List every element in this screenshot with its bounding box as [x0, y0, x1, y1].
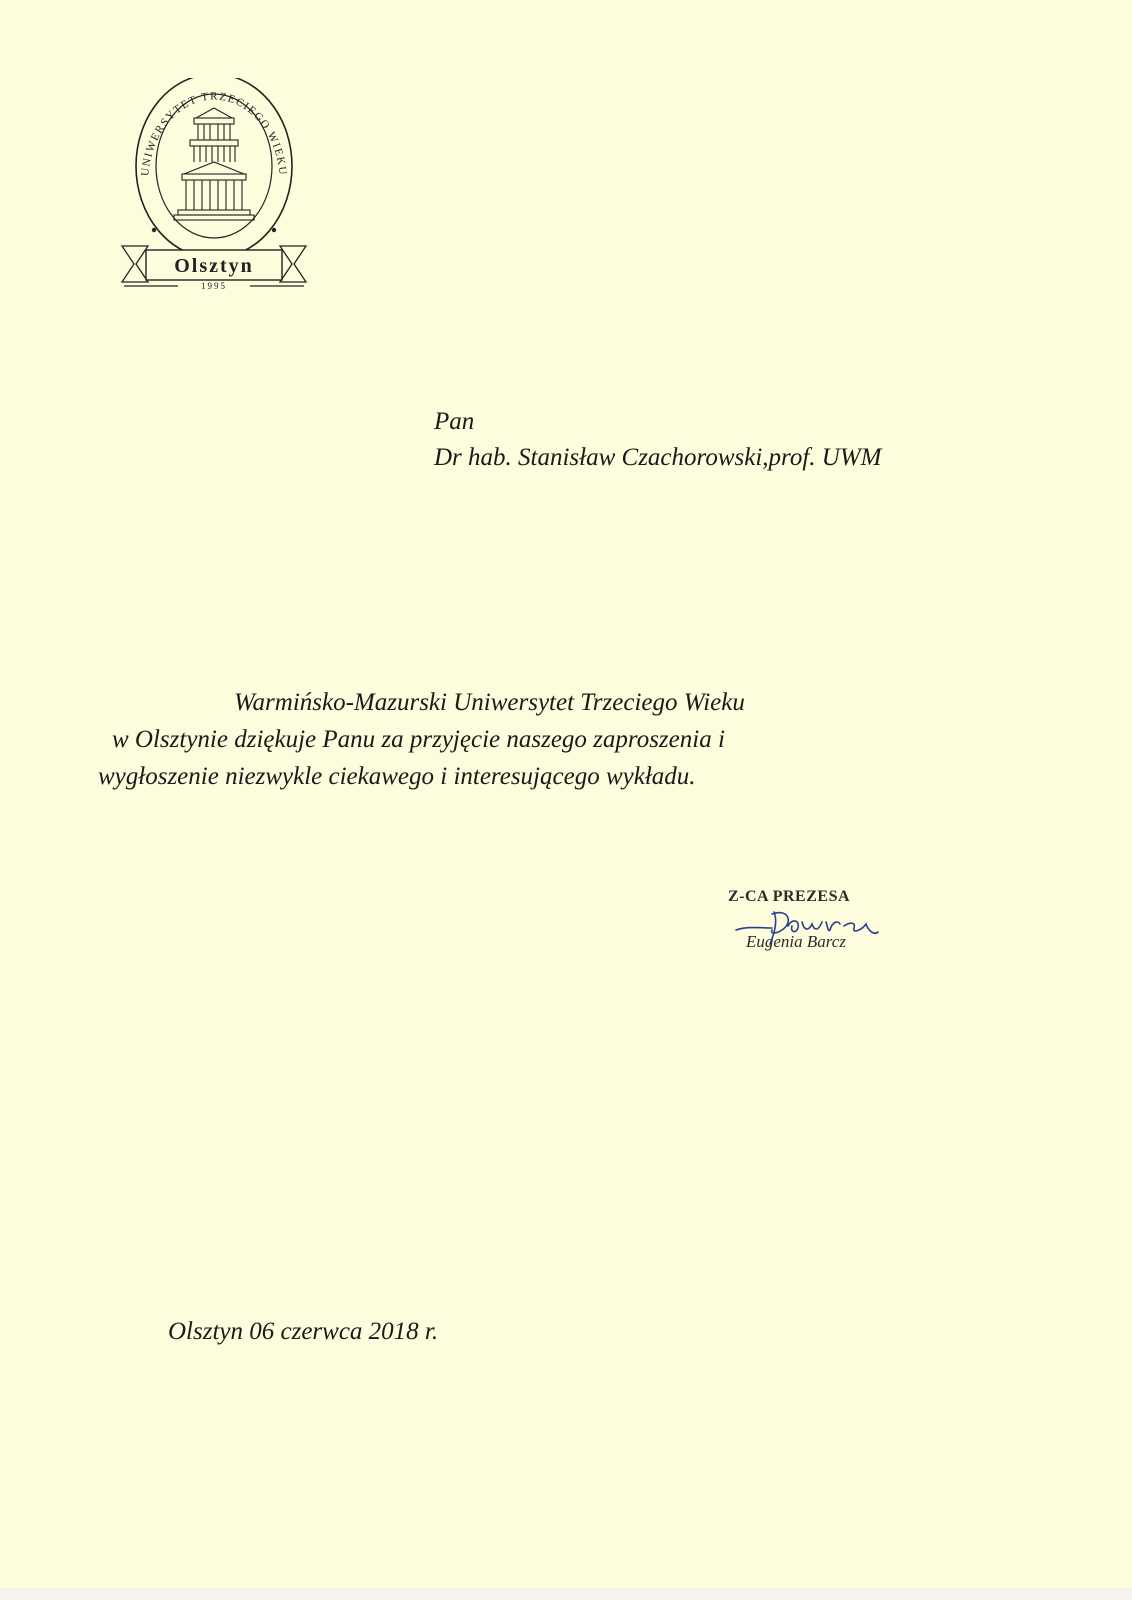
addressee-name: Dr hab. Stanisław Czachorowski,prof. UWM — [434, 444, 882, 471]
message-body — [90, 684, 910, 795]
letter-date: Olsztyn 06 czerwca 2018 r. — [168, 1318, 439, 1345]
addressee-salutation: Pan — [434, 408, 475, 435]
svg-text:1995: 1995 — [201, 281, 227, 291]
message-line: wygłoszenie niezwykle ciekawego i interesującego wykładu. — [98, 763, 696, 790]
stamp-title: Z-CA PREZESA — [728, 888, 851, 905]
svg-text:UNIWERSYTET TRZECIEGO WIEKU: UNIWERSYTET TRZECIEGO WIEKU — [139, 90, 289, 177]
university-seal-logo — [118, 78, 310, 300]
stamp-name: Eugenia Barcz — [746, 932, 846, 951]
scan-edge — [0, 1588, 1132, 1600]
message-line: w Olsztynie dziękuje Panu za przyjęcie naszego zaproszenia i — [112, 726, 725, 753]
message-line: Warmińsko-Mazurski Uniwersytet Trzeciego Wieku — [234, 689, 745, 716]
handwritten-signature — [728, 904, 898, 950]
signature-stamp — [728, 888, 928, 968]
addressee-block — [434, 404, 881, 476]
svg-text:Olsztyn: Olsztyn — [174, 255, 254, 277]
